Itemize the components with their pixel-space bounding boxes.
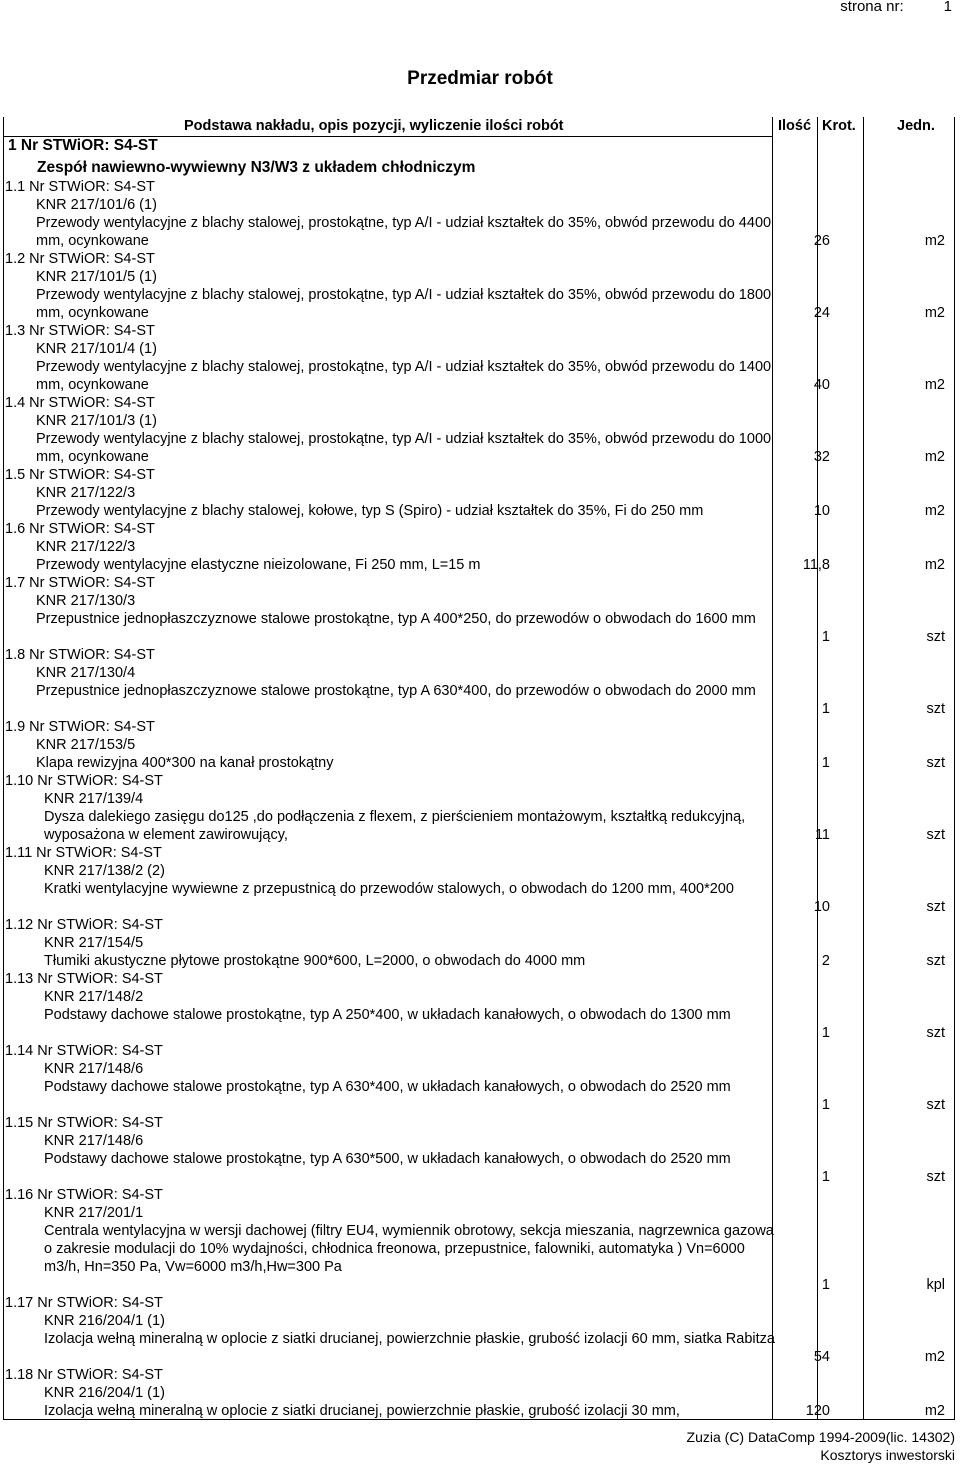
footer-document-type: Kosztorys inwestorski (820, 1447, 955, 1463)
item-description: Podstawy dachowe stalowe prostokątne, typ A 630*400, w układach kanałowych, o obwodach do 2520 mm (44, 1079, 731, 1095)
item-description: Centrala wentylacyjna w wersji dachowej (filtry EU4, wymiennik obrotowy, sekcja mieszania, nagrzewnica gazowa o zakresie modulacji do 10% wydajności, chłodnica freonowa, przepustnice, falowniki, automatyka ) Vn=6000 m3/h, Hn=350 Pa, Vw=6000 m3/h,Hw=300 Pa (44, 1223, 774, 1275)
item-description: Izolacja wełną mineralną w oplocie z siatki drucianej, powierzchnie płaskie, grubość izolacji 30 mm, (44, 1403, 680, 1419)
item-knr-code: KNR 217/153/5 (36, 737, 136, 753)
item-number: 1.3 Nr STWiOR: S4-ST (5, 323, 155, 339)
item-description: Przewody wentylacyjne z blachy stalowej, prostokątne, typ A/I - udział kształtek do 35%, obwód przewodu do 1800 mm, ocynkowane (36, 287, 772, 321)
item-number: 1.14 Nr STWiOR: S4-ST (5, 1043, 163, 1059)
item-knr-code: KNR 217/139/4 (44, 791, 144, 807)
item-knr-code: KNR 217/138/2 (2) (44, 863, 165, 879)
item-number: 1.11 Nr STWiOR: S4-ST (5, 845, 162, 861)
item-unit: m2 (924, 377, 945, 393)
column-header-quantity: Ilość (778, 118, 812, 134)
item-unit: m2 (924, 1349, 945, 1365)
item-knr-code: KNR 217/148/6 (44, 1133, 144, 1149)
item-quantity: 40 (813, 377, 830, 393)
item-description: Kratki wentylacyjne wywiewne z przepustnicą do przewodów stalowych, o obwodach do 1200 mm, 400*200 (44, 881, 734, 897)
item-knr-code: KNR 216/204/1 (1) (44, 1313, 165, 1329)
column-header-multiplier: Krot. (822, 118, 856, 134)
item-quantity: 1 (821, 701, 830, 717)
item-unit: szt (926, 953, 945, 969)
item-knr-code: KNR 217/101/6 (1) (36, 197, 157, 213)
item-unit: szt (926, 899, 945, 915)
item-number: 1.7 Nr STWiOR: S4-ST (5, 575, 155, 591)
item-unit: m2 (924, 449, 945, 465)
item-unit: m2 (924, 1403, 945, 1419)
item-unit: szt (926, 827, 945, 843)
item-description: Przewody wentylacyjne z blachy stalowej, kołowe, typ S (Spiro) - udział kształtek do 35%, Fi do 250 mm (36, 503, 704, 519)
item-description: Przewody wentylacyjne z blachy stalowej, prostokątne, typ A/I - udział kształtek do 35%, obwód przewodu do 1000 mm, ocynkowane (36, 431, 772, 465)
item-knr-code: KNR 217/154/5 (44, 935, 144, 951)
item-description: Klapa rewizyjna 400*300 na kanał prostokątny (36, 755, 334, 771)
item-unit: szt (926, 1169, 945, 1185)
item-description: Przewody wentylacyjne elastyczne nieizolowane, Fi 250 mm, L=15 m (36, 557, 481, 573)
item-description: Przewody wentylacyjne z blachy stalowej, prostokątne, typ A/I - udział kształtek do 35%, obwód przewodu do 1400 mm, ocynkowane (36, 359, 772, 393)
item-description: Izolacja wełną mineralną w oplocie z siatki drucianej, powierzchnie płaskie, grubość izolacji 60 mm, siatka Rabitza (44, 1331, 775, 1347)
item-knr-code: KNR 217/101/5 (1) (36, 269, 157, 285)
item-unit: m2 (924, 503, 945, 519)
item-unit: m2 (924, 557, 945, 573)
item-number: 1.17 Nr STWiOR: S4-ST (5, 1295, 163, 1311)
item-knr-code: KNR 217/101/4 (1) (36, 341, 157, 357)
item-description: Przepustnice jednopłaszczyznowe stalowe prostokątne, typ A 400*250, do przewodów o obwodach do 1600 mm (36, 611, 756, 627)
page-number-header (840, 0, 952, 15)
item-number: 1.8 Nr STWiOR: S4-ST (5, 647, 155, 663)
item-quantity: 1 (821, 1169, 830, 1185)
item-unit: kpl (926, 1277, 945, 1293)
item-quantity: 1 (821, 1025, 830, 1041)
column-header-description: Podstawa nakładu, opis pozycji, wyliczenie ilości robót (184, 118, 564, 134)
item-number: 1.13 Nr STWiOR: S4-ST (5, 971, 163, 987)
item-number: 1.12 Nr STWiOR: S4-ST (5, 917, 163, 933)
item-description: Dysza dalekiego zasięgu do125 ,do podłączenia z flexem, z pierścieniem montażowym, kształtką redukcyjną, wyposażona w element zawirowujący, (44, 809, 746, 843)
item-quantity: 120 (805, 1403, 830, 1419)
item-knr-code: KNR 217/201/1 (44, 1205, 144, 1221)
item-quantity: 1 (821, 1277, 830, 1293)
item-unit: m2 (924, 305, 945, 321)
item-quantity: 11,8 (802, 557, 830, 573)
item-number: 1.6 Nr STWiOR: S4-ST (5, 521, 155, 537)
item-description: Tłumiki akustyczne płytowe prostokątne 900*600, L=2000, o obwodach do 4000 mm (44, 953, 586, 969)
item-knr-code: KNR 217/130/3 (36, 593, 136, 609)
item-quantity: 10 (813, 899, 830, 915)
item-number: 1.1 Nr STWiOR: S4-ST (5, 179, 155, 195)
item-knr-code: KNR 217/122/3 (36, 539, 136, 555)
section-number: 1 Nr STWiOR: S4-ST (8, 137, 158, 154)
item-knr-code: KNR 217/130/4 (36, 665, 136, 681)
item-quantity: 32 (813, 449, 830, 465)
item-description: Podstawy dachowe stalowe prostokątne, typ A 250*400, w układach kanałowych, o obwodach do 1300 mm (44, 1007, 731, 1023)
item-number: 1.2 Nr STWiOR: S4-ST (5, 251, 155, 267)
page-number-value: 1 (943, 0, 952, 15)
item-number: 1.5 Nr STWiOR: S4-ST (5, 467, 155, 483)
item-unit: szt (926, 1025, 945, 1041)
item-description: Podstawy dachowe stalowe prostokątne, typ A 630*500, w układach kanałowych, o obwodach do 2520 mm (44, 1151, 731, 1167)
item-quantity: 11 (814, 827, 830, 843)
item-number: 1.15 Nr STWiOR: S4-ST (5, 1115, 163, 1131)
page-title: Przedmiar robót (407, 68, 553, 89)
item-number: 1.16 Nr STWiOR: S4-ST (5, 1187, 163, 1203)
item-knr-code: KNR 217/148/2 (44, 989, 144, 1005)
page-number-label: strona nr: (840, 0, 904, 15)
item-unit: szt (926, 629, 945, 645)
item-knr-code: KNR 217/122/3 (36, 485, 136, 501)
item-quantity: 1 (821, 755, 830, 771)
item-quantity: 24 (813, 305, 830, 321)
column-header-unit: Jedn. (897, 118, 935, 134)
item-quantity: 26 (813, 233, 830, 249)
column-divider-unit (863, 117, 864, 1419)
item-description: Przewody wentylacyjne z blachy stalowej, prostokątne, typ A/I - udział kształtek do 35%, obwód przewodu do 4400 mm, ocynkowane (36, 215, 772, 249)
item-quantity: 1 (821, 1097, 830, 1113)
item-number: 1.10 Nr STWiOR: S4-ST (5, 773, 163, 789)
item-number: 1.18 Nr STWiOR: S4-ST (5, 1367, 163, 1383)
item-knr-code: KNR 217/148/6 (44, 1061, 144, 1077)
item-knr-code: KNR 217/101/3 (1) (36, 413, 157, 429)
item-unit: szt (926, 755, 945, 771)
section-title: Zespół nawiewno-wywiewny N3/W3 z układem chłodniczym (37, 159, 476, 176)
item-number: 1.4 Nr STWiOR: S4-ST (5, 395, 155, 411)
item-knr-code: KNR 216/204/1 (1) (44, 1385, 165, 1401)
item-description: Przepustnice jednopłaszczyznowe stalowe prostokątne, typ A 630*400, do przewodów o obwodach do 2000 mm (36, 683, 756, 699)
item-number: 1.9 Nr STWiOR: S4-ST (5, 719, 155, 735)
footer-software-credit: Zuzia (C) DataComp 1994-2009(lic. 14302) (686, 1429, 955, 1445)
item-quantity: 10 (813, 503, 830, 519)
bill-of-quantities-table (3, 117, 955, 1420)
document-footer (687, 1428, 955, 1464)
item-quantity: 54 (813, 1349, 830, 1365)
item-quantity: 2 (821, 953, 830, 969)
item-unit: szt (926, 1097, 945, 1113)
item-quantity: 1 (821, 629, 830, 645)
item-unit: szt (926, 701, 945, 717)
item-unit: m2 (924, 233, 945, 249)
